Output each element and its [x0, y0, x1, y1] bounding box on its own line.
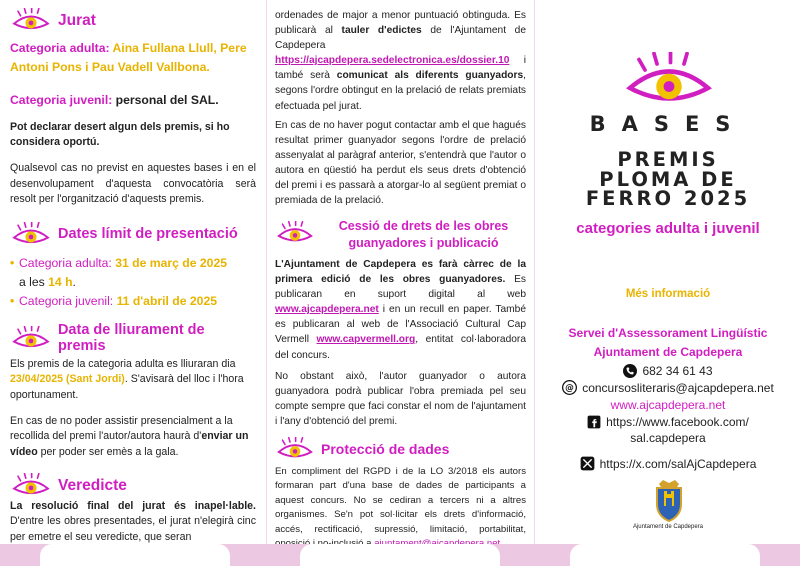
lliurament-p2: En cas de no poder assistir presencialment a la recollida del premi l'autor/autora haurà d'enviar un vídeo per poder ser emès a la gala.: [10, 414, 249, 459]
facebook-row[interactable]: [535, 415, 800, 429]
facebook-url: https://www.facebook.com/: [606, 415, 749, 429]
jurat-youth-label: Categoria juvenil:: [10, 92, 113, 107]
facebook-icon: [587, 415, 601, 429]
x-icon: [580, 456, 595, 471]
eye-icon: [10, 473, 52, 499]
x-row[interactable]: [535, 456, 800, 471]
phone-row[interactable]: [535, 364, 800, 378]
dates-youth-date: 11 d'abril de 2025: [116, 293, 218, 308]
cessio-text: L'Ajuntament de Capdepera es farà càrrec de la primera edició de les obres guanyadores. Es publicaran en suport digital al web www.ajcapdepera.net i en un recull en paper. També es publicaran al web de l'Associació Cultural Cap Vermell www.capvermell.org, entitat col·laboradora del concurs.: [275, 258, 526, 361]
facebook-handle: sal.capdepera: [630, 431, 706, 445]
veredicte-heading: Veredicte: [10, 473, 256, 499]
eye-icon: [10, 222, 52, 248]
cessio-p2: No obstant això, l'autor guanyador o autora guanyadora podrà publicar l'obra premiada pel seu compte sempre que faci constar el nom de l'ajuntament i l'any d'obtenció del premi.: [275, 370, 526, 427]
phone-number: 682 34 61 43: [642, 364, 713, 378]
veredicte-continued: ordenades de major a menor puntuació obtinguda. Es publicarà al tauler d'edictes de l'Ajuntament de Capdepera https://ajcapdepera.sedelectronica.es/dossier.10 i també serà comunicat als diferents guanyadors, segons l'ordre obtingut en la prelació de relats premiats efectuada pel jurat.: [275, 10, 526, 112]
eye-icon: [275, 221, 315, 246]
band-arc-right: [570, 544, 760, 566]
prelacio-text: En cas de no haver pogut contactar amb el que hagués resultat primer guanyador segons l'ordre de prelació assenyalat al paràgraf anterior, s'entendrà que l'autor o autora en qüestió ha perdut els seus drets d'obtenció del premi i es passarà a atorgar-lo al següent premiat o premiada de la prelació.: [275, 119, 526, 207]
jurat-youth-names: personal del SAL.: [115, 92, 219, 107]
lliurament-date: 23/04/2025 (Sant Jordi): [10, 373, 125, 386]
at-icon: [562, 380, 577, 395]
email-address: concursosliteraris@ajcapdepera.net: [582, 380, 774, 395]
servei-name: Servei d'Assessorament Lingüístic Ajuntament de Capdepera: [568, 326, 768, 359]
dates-adult-date: 31 de març de 2025: [115, 256, 228, 271]
proteccio-heading: Protecció de dades: [275, 437, 526, 462]
lliurament-heading: Data de lliurament de premis: [10, 323, 256, 355]
capvermell-link[interactable]: www.capvermell.org: [316, 334, 416, 346]
svg-text:@: @: [565, 383, 575, 394]
eye-logo-icon: [623, 52, 715, 112]
jurat-adult: [10, 39, 256, 77]
facebook-row-2[interactable]: [535, 431, 800, 445]
dates-adult-label: Categoria adulta:: [19, 256, 112, 271]
dates-heading: Dates límit de presentació: [10, 222, 256, 248]
dates-youth-label: Categoria juvenil:: [19, 293, 114, 308]
jurat-desert: Pot declarar desert algun dels premis, si ho considera oportú.: [10, 120, 230, 149]
column-middle: [266, 0, 534, 566]
dates-youth: • Categoria juvenil: 11 d'abril de 2025: [10, 293, 218, 308]
jurat-other: Qualsevol cas no previst en aquestes bases i en el desenvolupament d'aquesta convocatòria serà resolt per l'organització d'aquests premis.: [10, 162, 256, 206]
phone-icon: [623, 364, 637, 378]
web-link[interactable]: www.ajcapdepera.net: [610, 398, 726, 412]
dates-adult-hour: 14 h: [48, 274, 73, 289]
dates-adult: • Categoria adulta: 31 de març de 2025: [10, 256, 228, 271]
lliurament-p1: Els premis de la categoria adulta es lliuraran dia 23/04/2025 (Sant Jordi). S'avisarà del lloc i l'hora oportunament.: [10, 357, 244, 402]
jurat-heading: Jurat: [10, 8, 256, 34]
web-row[interactable]: [535, 398, 800, 412]
column-cover: [534, 0, 800, 566]
band-arc-middle: [300, 544, 500, 566]
eye-icon: [275, 437, 315, 462]
eye-icon: [10, 8, 52, 34]
column-left: [0, 0, 266, 566]
veredicte-text: La resolució final del jurat és inapel·lable. D'entre les obres presentades, el jurat n'elegirà cinc per emetre el seu veredicte, que seran: [10, 499, 256, 544]
jurat-adult-names: Aina Fullana Llull, Pere Antoni Pons i Pau Vadell Vallbona.: [10, 41, 247, 74]
dates-adult-time: a les 14 h.: [19, 274, 76, 289]
proteccio-text: En compliment del RGPD i de la LO 3/2018 els autors formaran part d'una base de dades de participants a aquest concurs. No se cediran a tercers ni a altres organismes. Se'n pot sol·licitar els drets d'informació, accés, rectificació, supressió, limitació, portabilitat,: [275, 465, 526, 551]
main-title: PREMIS PLOMA DE FERRO 2025: [585, 148, 751, 210]
jurat-youth: [10, 91, 256, 110]
coat-of-arms-icon: [651, 480, 687, 522]
mes-informacio: Més informació: [625, 288, 711, 300]
email-row[interactable]: [535, 380, 800, 395]
ajcapdepera-link[interactable]: www.ajcapdepera.net: [275, 304, 379, 316]
jurat-adult-label: Categoria adulta:: [10, 41, 110, 55]
bases-title: BASES: [589, 112, 747, 136]
eye-icon: [10, 326, 52, 352]
x-url: https://x.com/salAjCapdepera: [599, 456, 757, 471]
band-arc-left: [40, 544, 230, 566]
subtitle: categories adulta i juvenil: [576, 220, 760, 237]
logo-caption: Ajuntament de Capdepera: [632, 524, 704, 530]
dossier-link[interactable]: https://ajcapdepera.sedelectronica.es/dossier.10: [275, 55, 510, 67]
cessio-heading: Cessió de drets de les obres guanyadores i publicació: [275, 218, 526, 252]
